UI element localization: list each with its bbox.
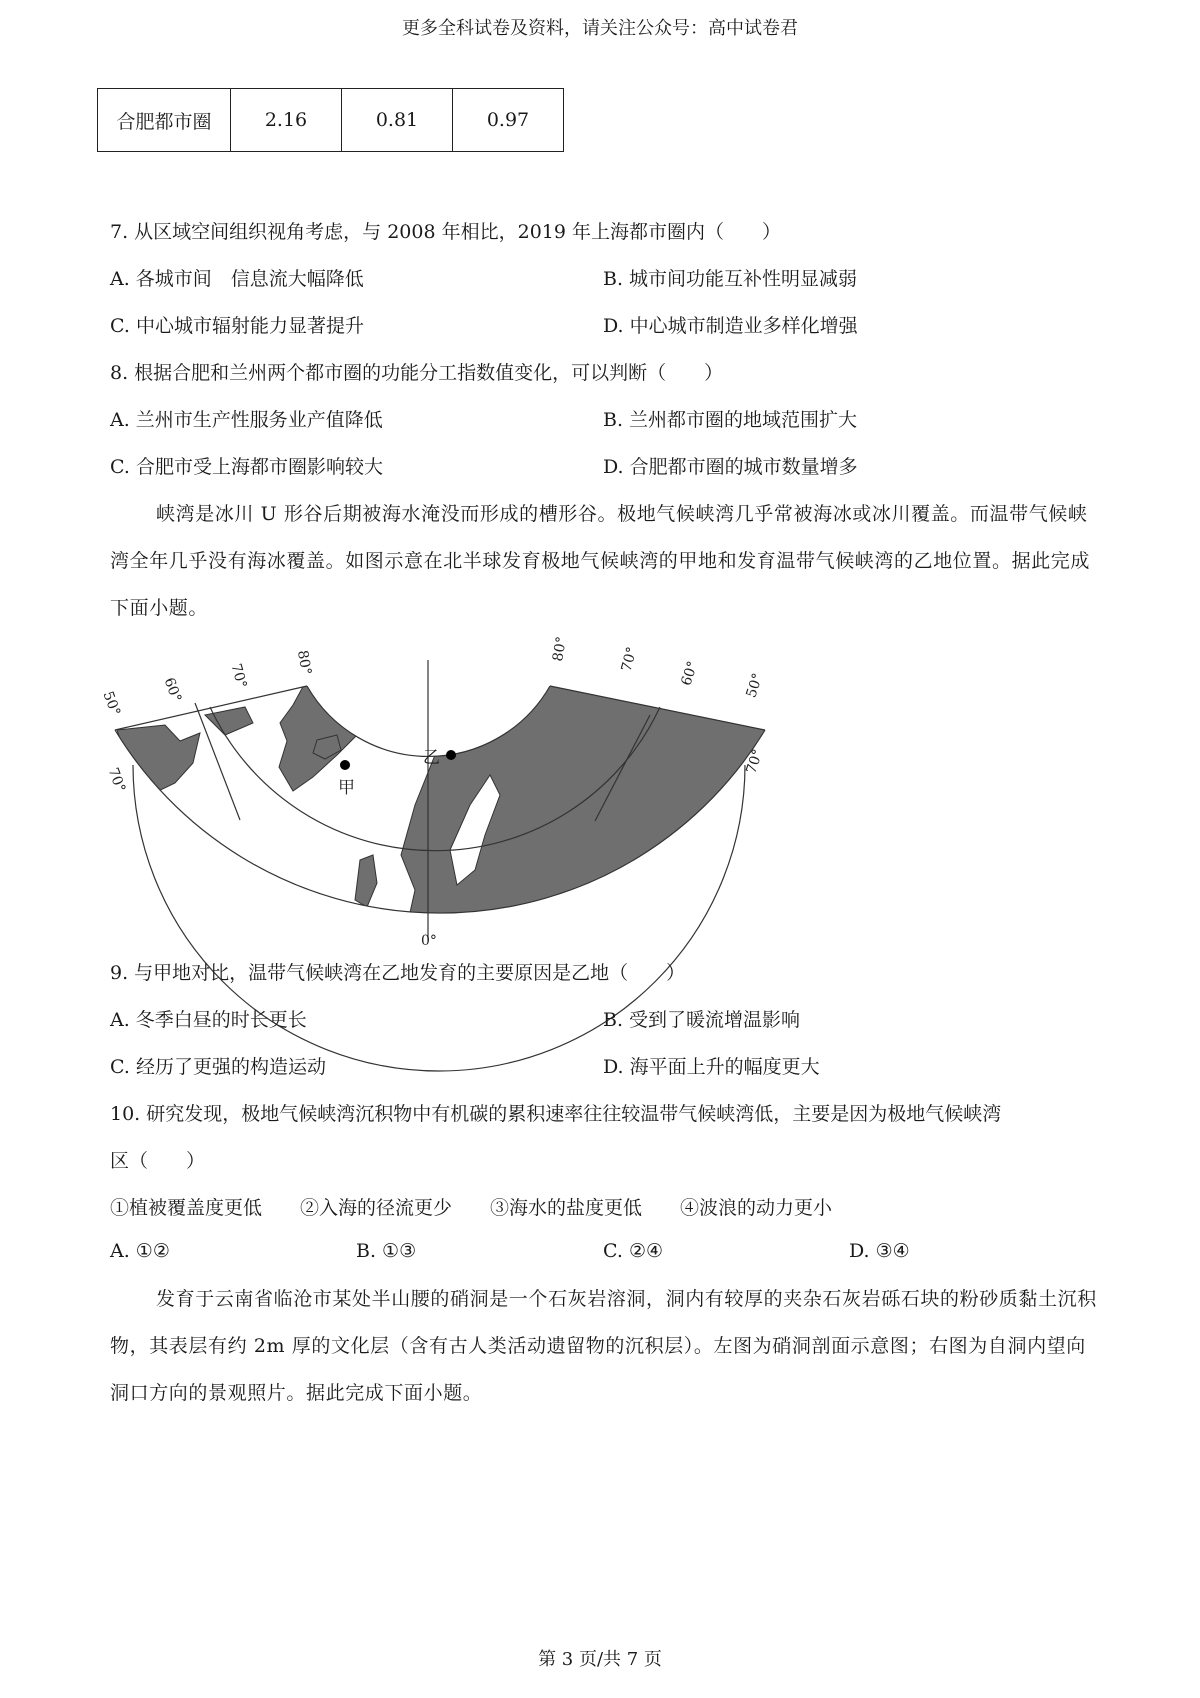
q8-option-a: A. 兰州市生产性服务业产值降低 [110, 409, 383, 431]
q9-option-b: B. 受到了暖流增温影响 [603, 1009, 801, 1031]
q7-option-b: B. 城市间功能互补性明显减弱 [603, 268, 858, 290]
q10-option-b: B. ①③ [356, 1240, 417, 1262]
q9-option-c: C. 经历了更强的构造运动 [110, 1056, 326, 1078]
label-right-70: 70° [618, 645, 641, 674]
label-jia: 甲 [338, 778, 355, 798]
fjord-map [99, 635, 767, 949]
question-8-stem: 8. 根据合肥和兰州两个都市圈的功能分工指数值变化，可以判断（ ） [110, 362, 724, 384]
label-left-70b: 70° [104, 765, 129, 795]
label-right-60: 60° [678, 659, 702, 688]
table-cell: 2.16 [231, 89, 342, 152]
table-cell: 0.97 [453, 89, 564, 152]
land-canada [117, 725, 200, 795]
land-eurasia [401, 661, 765, 945]
q7-option-c: C. 中心城市辐射能力显著提升 [110, 315, 364, 337]
label-right-80: 80° [550, 635, 571, 663]
edge-left [115, 686, 307, 730]
page-footer: 第 3 页/共 7 页 [538, 1649, 662, 1670]
q10-option-d: D. ③④ [849, 1240, 910, 1262]
site-jia-dot [340, 760, 350, 770]
land-masses [117, 661, 765, 945]
question-10-stem-cont: 区（ ） [110, 1150, 206, 1172]
q10-option-a: A. ①② [110, 1240, 170, 1262]
data-table [97, 88, 564, 152]
q8-option-b: B. 兰州都市圈的地域范围扩大 [603, 409, 858, 431]
site-yi-dot [446, 750, 456, 760]
question-9-stem: 9. 与甲地对比，温带气候峡湾在乙地发育的主要原因是乙地（ ） [110, 962, 686, 984]
table-cell: 0.81 [342, 89, 453, 152]
question-7-stem: 7. 从区域空间组织视角考虑，与 2008 年相比，2019 年上海都市圈内（ ） [110, 221, 781, 243]
q10-option-c: C. ②④ [603, 1240, 664, 1262]
label-left-60: 60° [160, 675, 185, 705]
label-left-70: 70° [227, 661, 250, 691]
q8-option-d: D. 合肥都市圈的城市数量增多 [603, 456, 858, 478]
passage-cave: 发育于云南省临沧市某处半山腰的硝洞是一个石灰岩溶洞，洞内有较厚的夹杂石灰岩砾石块的粉砂质黏土沉积物，其表层有约 2m 厚的文化层（含有古人类活动遗留物的沉积层）。左图为硝洞剖面示意图；右图为自洞内望向洞口方向的景观照片。据此完成下面小题。 [110, 1288, 1097, 1404]
label-left-80: 80° [293, 649, 315, 677]
label-right-70b: 70° [743, 747, 767, 776]
question-10-stem: 10. 研究发现，极地气候峡湾沉积物中有机碳的累积速率往往较温带气候峡湾低，主要是因为极地气候峡湾 [110, 1103, 1002, 1125]
q9-option-d: D. 海平面上升的幅度更大 [603, 1056, 820, 1078]
q9-option-a: A. 冬季白昼的时长更长 [110, 1009, 307, 1031]
table-cell: 合肥都市圈 [98, 89, 231, 152]
q7-option-a: A. 各城市间 信息流大幅降低 [110, 268, 364, 290]
page-header: 更多全科试卷及资料，请关注公众号：高中试卷君 [402, 18, 798, 39]
land-svalbard [435, 673, 455, 695]
q8-option-c: C. 合肥市受上海都市圈影响较大 [110, 456, 383, 478]
passage-fjord: 峡湾是冰川 U 形谷后期被海水淹没而形成的槽形谷。极地气候峡湾几乎常被海冰或冰川覆盖。而温带气候峡湾全年几乎没有海冰覆盖。如图示意在北半球发育极地气候峡湾的甲地和发育温带气候峡湾的乙地位置。据此完成下面小题。 [110, 503, 1091, 619]
label-right-50: 50° [743, 671, 767, 700]
label-0: 0° [421, 933, 437, 949]
label-left-50: 50° [99, 689, 124, 719]
q7-option-d: D. 中心城市制造业多样化增强 [603, 315, 858, 337]
land-britain [355, 855, 377, 907]
label-yi: 乙 [423, 748, 440, 768]
table-row [98, 89, 564, 152]
question-10-items: ①植被覆盖度更低 ②入海的径流更少 ③海水的盐度更低 ④波浪的动力更小 [110, 1197, 833, 1219]
land-greenland [279, 677, 375, 791]
